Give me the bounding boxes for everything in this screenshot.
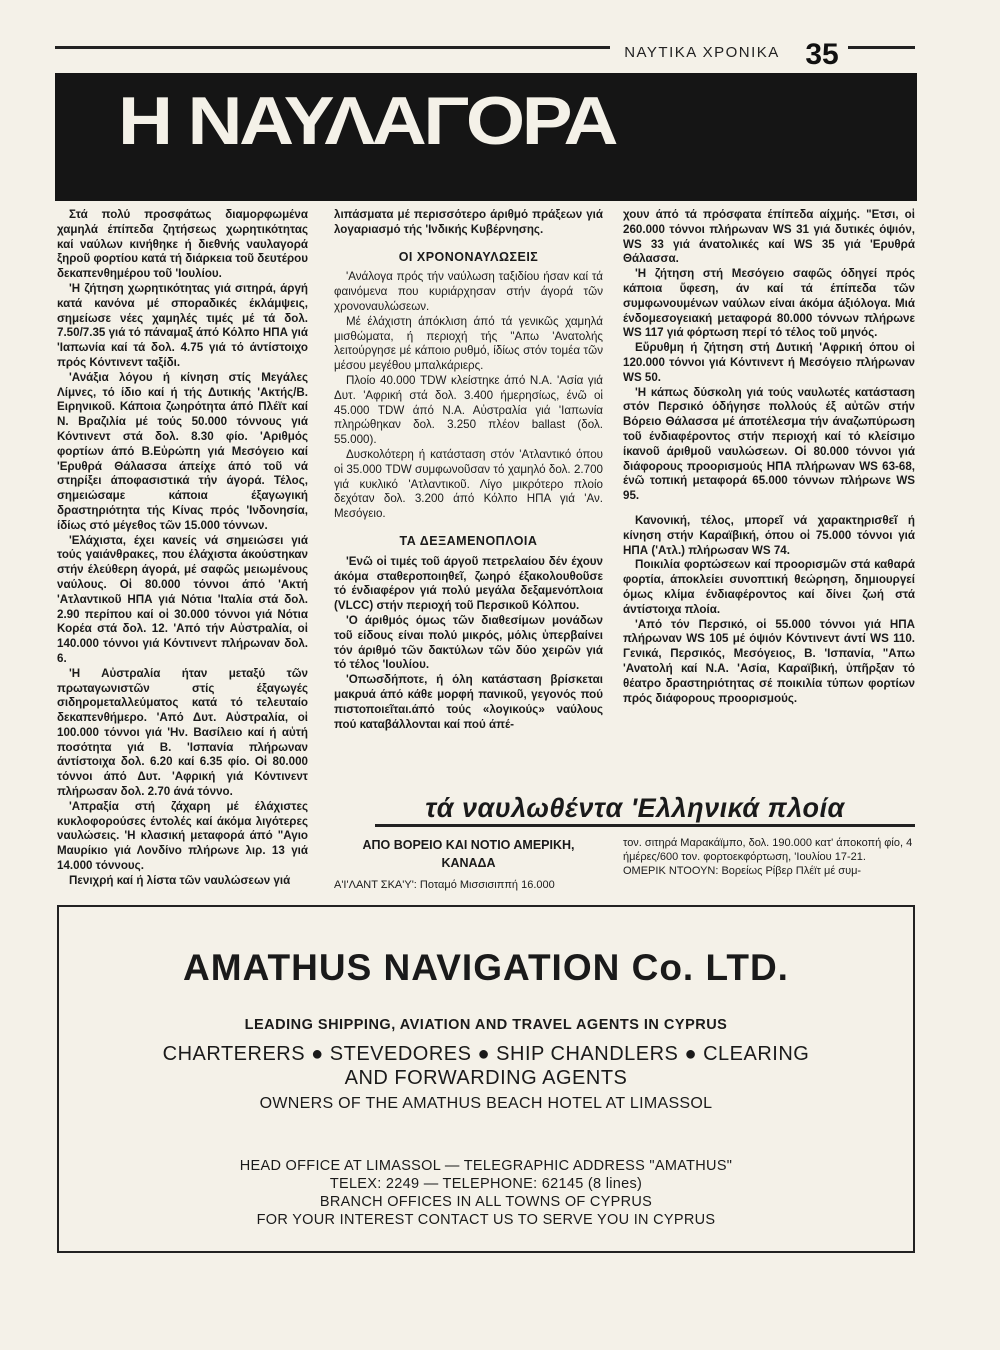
paragraph: Δυσκολότερη ή κατάσταση στόν 'Ατλαντικό όπου οἱ 35.000 TDW συμφωνοῦσαν τό χαμηλό δολ. 2.700 γιά κυκλικό 'Ατλαντικοῦ. Λίγο μικρότερο πλοίο δεχόταν δολ. 3.200 άπό Κόλπο ΗΠΑ γιά 'Αν. Μεσόγειο. <box>334 447 603 521</box>
page-title: Η ΝΑΥΛΑΓΟΡΑ <box>118 83 616 159</box>
charter-entry: Α'Ι'ΛΑΝΤ ΣΚΑ'Υ': Ποταμό Μισσισιππή 16.000 <box>334 879 555 891</box>
ad-company-name: AMATHUS NAVIGATION Co. LTD. <box>183 947 789 988</box>
section-heading-timecharter: ΟΙ ΧΡΟΝΟΝΑΥΛΩΣΕΙΣ <box>398 249 539 264</box>
paragraph: Πλοίο 40.000 TDW κλείστηκε άπό Ν.Α. 'Ασία γιά Δυτ. 'Αφρική στά δολ. 3.400 ήμερησίως, ένῶ οἱ 45.000 TDW άπό Ν.Α. Αὐστραλία γιά 'Ιαπωνία πληρώθηκαν δολ. 3.250 πλέον ballast (δολ. 55.000). <box>334 373 603 447</box>
page-number: 35 <box>805 38 839 71</box>
paragraph: Κανονική, τέλος, μπορεῖ νά χαρακτηρισθεῖ ή κίνηση στήν Καραϊβική, όπου οἱ 75.000 τόννοι γιά ΗΠΑ ('Ατλ.) πλήρωσαν WS 74. <box>623 513 915 557</box>
paragraph: Μέ έλάχιστη άπόκλιση άπό τά γενικῶς χαμηλά μισθώματα, ή περιοχή τής "Απω 'Ανατολής λειτούργησε μέ κάποιο ρυθμό, ίδίως στόν τομέα τῶν μέσου μεγέθου μπαλκάριερς. <box>334 314 603 373</box>
paragraph: 'Ανάλογα πρός τήν ναύλωση ταξιδίου ήσαν καί τά φαινόμενα που κυριάρχησαν στήν άγορά τῶν χρονοναυλώσεων. <box>334 270 603 313</box>
article-column-3 <box>623 208 915 706</box>
paragraph: 'Ελάχιστα, έχει κανείς νά σημειώσει γιά τούς γαιάνθρακες, που έλάχιστα άκούστηκαν στήν έλεύθερη άγορά, μέ σαφῶς μειωμένους ναύλους. Οἱ 80.000 τόννοι άπό 'Ακτή 'Ατλαντικοῦ ΗΠΑ γιά Νότια 'Ιταλία στά δολ. 2.90 περίπου καί οἱ 30.000 τόννοι γιά Νότια Κορέα στά δολ. 12. 'Από τήν Αὐστραλία, οἱ 140.000 τόννοι γιά Κόντινεντ πλήρωναν δολ. 6. <box>57 533 308 665</box>
charter-entry: ΟΜΕΡΙΚ ΝΤΟΟΥΝ: Βορείως Ρίβερ Πλέϊτ μέ συμ- <box>623 865 862 877</box>
ad-contact-line: FOR YOUR INTEREST CONTACT US TO SERVE YOU IN CYPRUS <box>256 1212 716 1228</box>
ad-services-line: AND FORWARDING AGENTS <box>344 1067 628 1089</box>
ad-contact <box>59 1157 913 1229</box>
paragraph: 'Από τόν Περσικό, οἱ 55.000 τόννοι γιά ΗΠΑ πλήρωναν WS 105 μέ όψιόν Κόντινεντ άντί WS 110. Γενικά, Περσικός, Μεσόγειος, Β. 'Ισπανία, "Απω 'Ανατολή καί Ν.Α. 'Ασία, Καραϊβική, ὑπῆρξαν τό θέατρο δραστηριότητας σέ ποικιλία τύπων φορτίων πρός διάφορους προορισμούς. <box>623 617 915 705</box>
advertisement-box <box>57 905 915 1253</box>
paragraph: 'Απραξία στή ζάχαρη μέ έλάχιστες κυκλοφορούσες έντολές καί άκόμα λιγότερες ναυλώσεις. 'Η κλασική μεταφορά άπό "Αγιο Μαυρίκιο γιά Λονδίνο πλήρωνε λιρ. 13 γιά 14.000 τόννους. <box>57 799 308 873</box>
charter-entries-right <box>623 836 915 878</box>
paragraph: 'Η ζήτηση στή Μεσόγειο σαφῶς όδηγεί πρός κάποια ὕφεση, άν καί τά έπίπεδα τῶν συμφωνουμένων ναύλων είναι άκόμα άξιόλογα. Μιά ένδομεσογειακή μεταφορά 80.000 τόννων πλήρωνε WS 117 γιά φόρτωση περί τό τέλος τοῦ μηνός. <box>623 267 915 340</box>
paragraph: χουν άπό τά πρόσφατα έπίπεδα αίχμής. "Ετσι, οἱ 260.000 τόννοι πλήρωναν WS 31 γιά δυτικές όψιόν, WS 33 γιά άνατολικές καί WS 35 γιά 'Ερυθρά Θάλασσα. <box>623 208 915 266</box>
paragraph: 'Ανάξια λόγου ή κίνηση στίς Μεγάλες Λίμνες, τό ίδιο καί ή τής Δυτικής 'Ακτής/Β. Ειρηνικοῦ. Κάποια ζωηρότητα άπό Πλέϊτ καί Ν. Βραζιλία μέ τούς 50.000 τόννους γιά Κόντινεντ στά δολ. 8.30 φίο. 'Αριθμός φορτίων άπό Β.Εὐρώπη γιά Μεσόγειο καί 'Ερυθρά Θάλασσα άπείχε άπό τοῦ νά στηρίξει άποφασιστικά τήν άγορά. Τέλος, σημειώσαμε κάποια έξαγωγική δραστηριότητα τής Κίνας πρός 'Ινδονησία, ίδίως στό μέγεθος τῶν 15.000 τόννων. <box>57 370 308 532</box>
header-rule-left <box>55 46 610 49</box>
chartered-ships-banner: τά ναυλωθέντα 'Ελληνικά πλοία <box>425 793 845 823</box>
paragraph: Ποικιλία φορτώσεων καί προορισμῶν στά καθαρά φορτία, άποκλείει συνοπτική θεώρηση, δημιουργεί όμως κλίμα ένδιαφέροντος καί δίνει ζωή στά άντίστοιχα πλοία. <box>623 558 915 616</box>
article-column-1 <box>57 208 308 889</box>
region-heading-line: ΚΑΝΑΔΑ <box>441 856 496 870</box>
ad-contact-line: TELEX: 2249 — TELEPHONE: 62145 (8 lines) <box>329 1176 643 1192</box>
paragraph: 'Οπωσδήποτε, ή όλη κατάσταση βρίσκεται μακρυά άπό κάθε μορφή πανικοῦ, γεγονός πού πιστοποιεῖται.άπό τούς «λογικούς» ναύλους πού καταβάλλονται καί πού άπέ- <box>334 673 603 731</box>
paragraph: 'Η Αὐστραλία ήταν μεταξύ τῶν πρωταγωνιστῶν στίς έξαγωγές σιδηρομεταλλεύματος κατά τό τελευταίο δεκαπενθήμερο. 'Από Δυτ. Αὐστραλία, οἱ 100.000 τόννοι γιά 'Ην. Βασίλειο καί ή αὐτή ποσότητα γιά Β. 'Ισπανία πλήρωναν άντίστοιχα δολ. 6.20 καί 6.35 φίο. Οἱ 80.000 τόννοι άπό Δυτ. 'Αφρική γιά Κόντινεντ πλήρωσαν δολ. 2.70 άνά τόννο. <box>57 666 308 799</box>
ad-owners: OWNERS OF THE AMATHUS BEACH HOTEL AT LIMASSOL <box>259 1095 713 1112</box>
paragraph: 'Ενῶ οἱ τιμές τοῦ άργοῦ πετρελαίου δέν έχουν άκόμα σταθεροποιηθεῖ, ζωηρό έξακολουθοῦσε τό ένδιαφέρον γιά πολύ μεγάλα δεξαμενόπλοια (VLCC) στήν περιοχή τοῦ Περσικοῦ Κόλπου. <box>334 554 603 613</box>
ad-services <box>99 1042 873 1090</box>
header-rule-right <box>848 46 915 49</box>
paragraph: 'Η κάπως δύσκολη γιά τούς ναυλωτές κατάσταση στόν Περσικό όδήγησε πολλούς έξ αὐτῶν στήν Βόρειο Θάλασσα μέ άποτέλεσμα τήν άναζωπύρωση τοῦ ένδιαφέροντος στήν περιοχή καί τό κλείσιμο ίκανοῦ άριθμοῦ ναυλώσεων. Οἱ 80.000 τόννοι γιά διάφορους προορισμούς ΗΠΑ πλήρωναν WS 63-68, ένῶ τοπική μεταφορά 65.000 τόννων πλήρωνε WS 95. <box>623 385 915 503</box>
paragraph: Εὔρυθμη ή ζήτηση στή Δυτική 'Αφρική όπου οἱ 120.000 τόννοι γιά Κόντινεντ ή Μεσόγειο πλήρωναν WS 50. <box>623 341 915 384</box>
region-heading-line: ΑΠΟ ΒΟΡΕΙΟ ΚΑΙ ΝΟΤΙΟ ΑΜΕΡΙΚΗ, <box>362 838 575 852</box>
charter-entry: τον. σιτηρά Μαρακάϊμπο, δολ. 190.000 κατ' άποκοπή φίο, 4 ήμέρες/600 τον. φορτοεκφόρτωση, 'Ιουλίου 17-21. <box>623 837 913 863</box>
running-head: ΝΑΥΤΙΚΑ ΧΡΟΝΙΚΑ <box>624 44 780 61</box>
section-heading-tankers: ΤΑ ΔΕΞΑΜΕΝΟΠΛΟΙΑ <box>399 533 538 548</box>
paragraph: 'Ο άριθμός όμως τῶν διαθεσίμων μονάδων τοῦ είδους είναι πολύ μικρός, μόλις ὑπερβαίνει τόν άριθμό τῶν δακτύλων τῶν δύο χειρῶν γιά τό τέλος 'Ιουλίου. <box>334 613 603 672</box>
paragraph: Πενιχρή καί ή λίστα τῶν ναυλώσεων γιά <box>69 873 291 887</box>
banner-rule <box>375 824 915 827</box>
paragraph: λιπάσματα μέ περισσότερο άριθμό πράξεων γιά λογαριασμό τής 'Ινδικής Κυβέρνησης. <box>334 208 603 236</box>
region-heading <box>334 836 603 872</box>
ad-tagline: LEADING SHIPPING, AVIATION AND TRAVEL AGENTS IN CYPRUS <box>244 1017 728 1033</box>
paragraph: 'Η ζήτηση χωρητικότητας γιά σιτηρά, άργή κατά κανόνα μέ σποραδικές έκλάμψεις, σημείωσε νέες χαμηλές τιμές μέ τά δολ. 7.50/7.35 γιά τό πάναμαξ άπό Κόλπο ΗΠΑ γιά 'Ιαπωνία καί τά δολ. 4.75 γιά τό άντίστοιχο πρός Κόντινεντ ταξίδι. <box>57 281 308 369</box>
ad-services-line: CHARTERERS ● STEVEDORES ● SHIP CHANDLERS ● CLEARING <box>162 1043 810 1065</box>
ad-contact-line: HEAD OFFICE AT LIMASSOL — TELEGRAPHIC ADDRESS "AMATHUS" <box>239 1158 733 1174</box>
paragraph: Στά πολύ προσφάτως διαμορφωμένα χαμηλά έπίπεδα ζητήσεως χωρητικότητας καί ναύλων κινήθηκε ή διεθνής ναυλαγορά ξηροῦ φορτίου κατά τή διάρκεια τοῦ δευτέρου δεκαπενθημέρου τοῦ 'Ιουλίου. <box>57 208 308 281</box>
ad-contact-line: BRANCH OFFICES IN ALL TOWNS OF CYPRUS <box>319 1194 653 1210</box>
article-column-2 <box>334 208 603 732</box>
